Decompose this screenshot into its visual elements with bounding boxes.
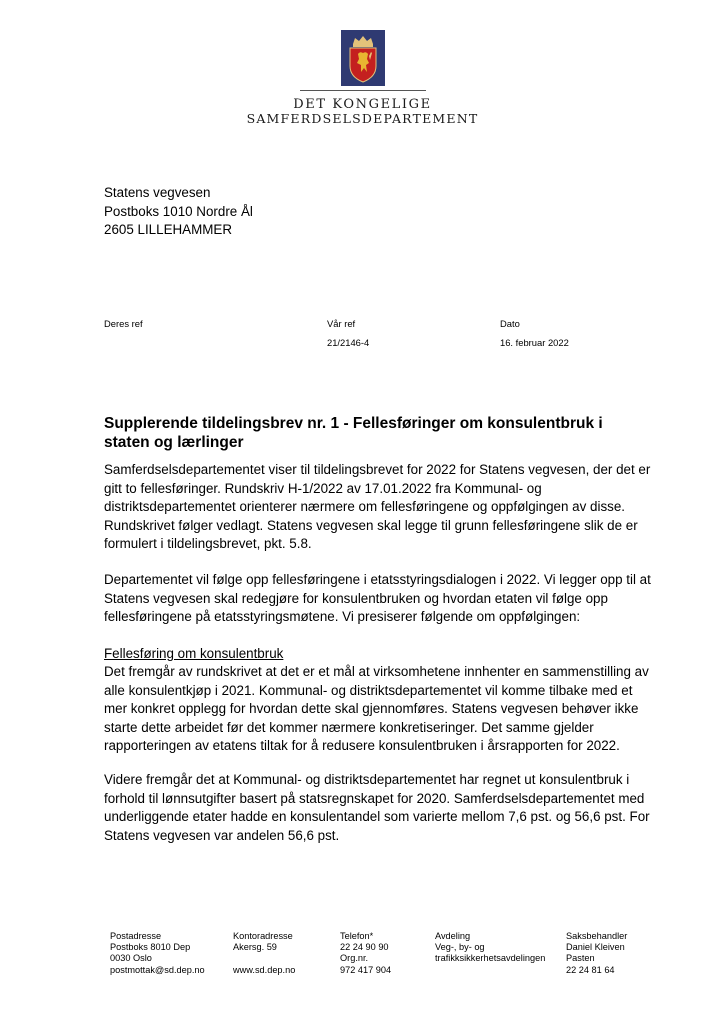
footer-value: Pasten: [566, 953, 595, 964]
footer-postadresse: [110, 931, 205, 976]
ministry-name-line1: DET KONGELIGE: [293, 97, 432, 112]
footer-label: Saksbehandler: [566, 931, 628, 941]
footer-email: postmottak@sd.dep.no: [110, 964, 205, 975]
ref-var-label: Vår ref: [327, 318, 356, 329]
recipient-postal: 2605 LILLEHAMMER: [104, 222, 233, 237]
paragraph-3: Det fremgår av rundskrivet at det er et mål at virksomhetene innhenter en sammenstilling av alle konsulentkjøp i 2021. Kommunal- og distriktsdepartementet vil komme tilbake med et mer konkret opplegg for hvordan dette skal gjennomføres. Statens vegvesen behøver ikke starte dette arbeidet før det kommer nærmere konkretiseringer. Det samme gjelder rapporteringen av etatens tiltak for å redusere konsulentbruken i årsrapporten for 2022.: [104, 664, 649, 753]
ref-dato: [500, 318, 569, 349]
letter-title: Supplerende tildelingsbrev nr. 1 - Fellesføringer om konsulentbruk i staten og lærlinger: [104, 415, 603, 451]
recipient-street: Postboks 1010 Nordre Ål: [104, 203, 253, 219]
footer-value: Akersg. 59: [233, 942, 277, 953]
footer-label: Postadresse: [110, 931, 162, 941]
footer-kontoradresse: [233, 931, 295, 976]
ref-deres-label: Deres ref: [104, 318, 143, 329]
ref-var: [327, 318, 369, 349]
footer-label: Telefon*: [340, 931, 374, 941]
paragraph-4: Videre fremgår det at Kommunal- og distriktsdepartementet har regnet ut konsulentbruk i forhold til lønnsutgifter basert på statsregnskapet for 2020. Samferdselsdepartementet med underliggende etater hadde en konsulentandel som varierte mellom 7,6 pst. og 56,6 pst. For Statens vegvesen var andelen 56,6 pst.: [104, 772, 650, 843]
footer-label: Kontoradresse: [233, 931, 293, 941]
footer-avdeling: [435, 931, 545, 965]
footer-value: Daniel Kleiven: [566, 942, 625, 953]
footer-telefon: [340, 931, 391, 976]
ministry-name-line2: SAMFERDSELSDEPARTEMENT: [246, 111, 479, 126]
coat-of-arms-icon: [341, 30, 385, 86]
footer-spacer: [233, 953, 295, 964]
footer-value: Org.nr.: [340, 953, 369, 964]
recipient-name: Statens vegvesen: [104, 185, 211, 200]
footer-value: 22 24 90 90: [340, 942, 389, 953]
letterhead: [0, 30, 725, 126]
footer-value: 972 417 904: [340, 964, 392, 975]
footer-value: Postboks 8010 Dep: [110, 942, 191, 953]
paragraph-2: Departementet vil følge opp fellesføringene i etatsstyringsdialogen i 2022. Vi legger opp til at Statens vegvesen skal redegjøre for konsulentbruken og hvordan etaten vil følge opp fellesføringene på etatsstyringsmøtene. Vi presiserer følgende om oppfølgingen:: [104, 572, 651, 624]
footer-value: trafikksikkerhetsavdelingen: [435, 953, 546, 964]
footer-value: 22 24 81 64: [566, 964, 615, 975]
footer-website: www.sd.dep.no: [233, 964, 296, 975]
ref-deres: [104, 318, 143, 330]
footer-label: Avdeling: [435, 931, 471, 941]
footer-saksbehandler: [566, 931, 627, 976]
ref-dato-value: 16. februar 2022: [500, 337, 569, 348]
section-heading-konsulentbruk: Fellesføring om konsulentbruk: [104, 646, 284, 661]
footer-value: Veg-, by- og: [435, 942, 485, 953]
footer-value: 0030 Oslo: [110, 953, 152, 964]
ref-dato-label: Dato: [500, 318, 520, 329]
paragraph-1: Samferdselsdepartementet viser til tildelingsbrevet for 2022 for Statens vegvesen, der det er gitt to fellesføringer. Rundskriv H-1/2022 av 17.01.2022 fra Kommunal- og distriktsdepartementet orienterer nærmere om fellesføringene og oppfølgingen av disse. Rundskrivet følger vedlagt. Statens vegvesen skal legge til grunn fellesføringene slik de er formulert i tildelingsbrevet, pkt. 5.8.: [104, 462, 651, 551]
recipient-address: [104, 184, 253, 240]
ref-var-value: 21/2146-4: [327, 337, 370, 348]
